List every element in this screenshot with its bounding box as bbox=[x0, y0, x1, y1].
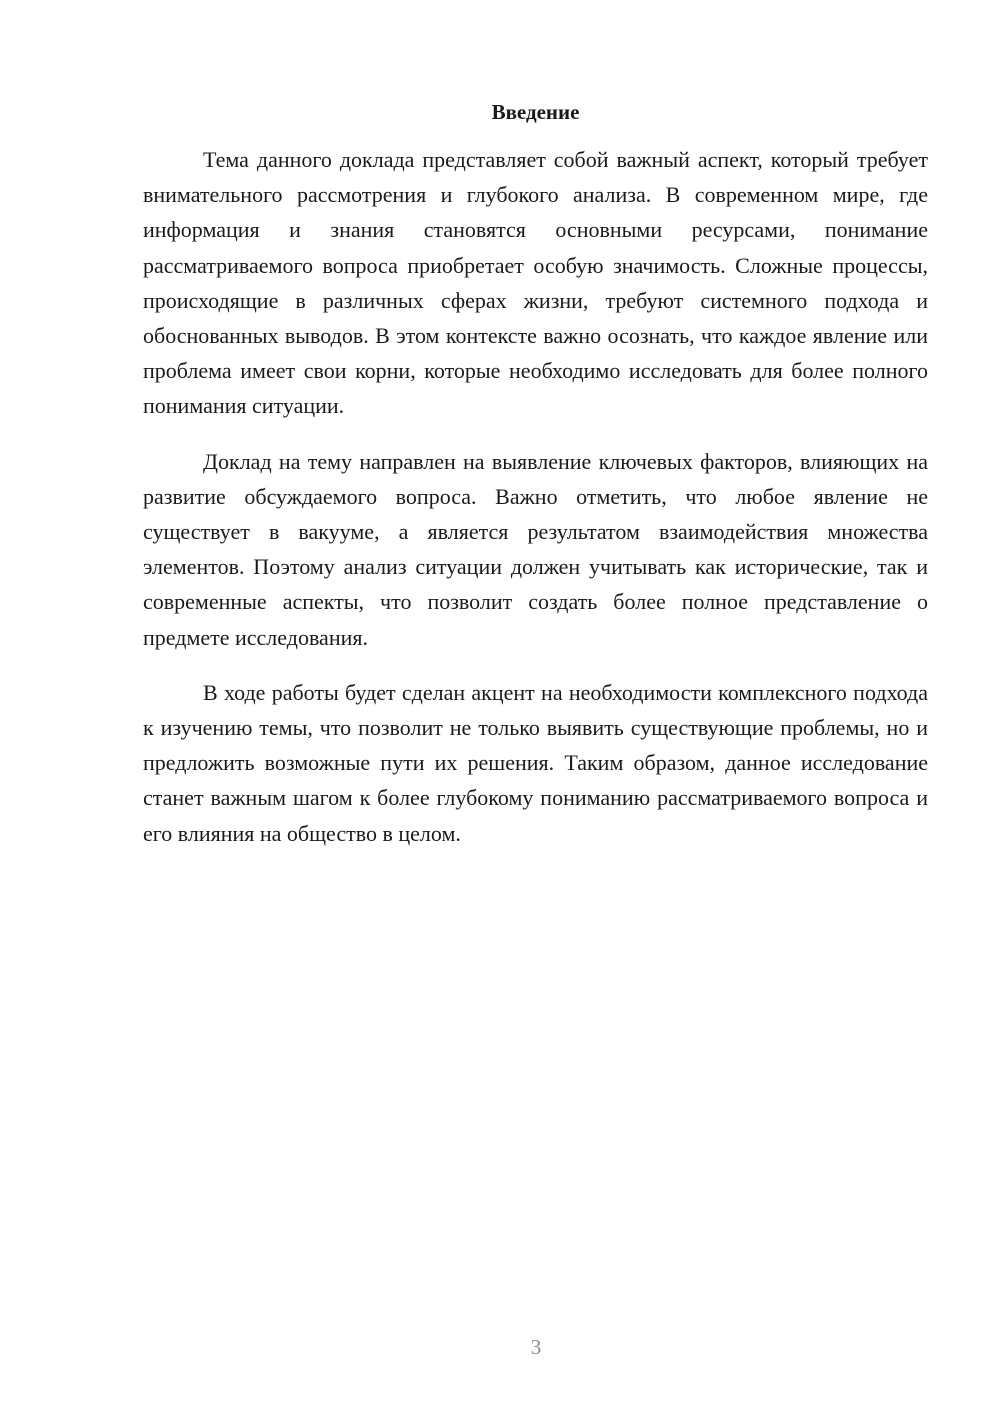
paragraph-3: В ходе работы будет сделан акцент на необходимости комплексного подхода к изучению темы, что позволит не только выявить существующие проблемы, но и предложить возможные пути их решения. Таким образом, данное исследование станет важным шагом к более глубокому пониманию рассматриваемого вопроса и его влияния на общество в целом. bbox=[143, 679, 928, 846]
paragraph-1: Тема данного доклада представляет собой важный аспект, который требует внимательного рассмотрения и глубокого анализа. В современном мире, где информация и знания становятся основными ресурсами, понимание рассматриваемого вопроса приобретает особую значимость. Сложные процессы, происходящие в различных сферах жизни, требуют системного подхода и обоснованных выводов. В этом контексте важно осознать, что каждое явление или проблема имеет свои корни, которые необходимо исследовать для более полного понимания ситуации. bbox=[143, 147, 928, 419]
section-heading: Введение bbox=[491, 100, 580, 124]
page-number: 3 bbox=[530, 1335, 542, 1359]
body-text bbox=[143, 142, 928, 871]
paragraph-2: Доклад на тему направлен на выявление ключевых факторов, влияющих на развитие обсуждаемого вопроса. Важно отметить, что любое явление не существует в вакууме, а является результатом взаимодействия множества элементов. Поэтому анализ ситуации должен учитывать как исторические, так и современные аспекты, что позволит создать более полное представление о предмете исследования. bbox=[143, 448, 928, 650]
